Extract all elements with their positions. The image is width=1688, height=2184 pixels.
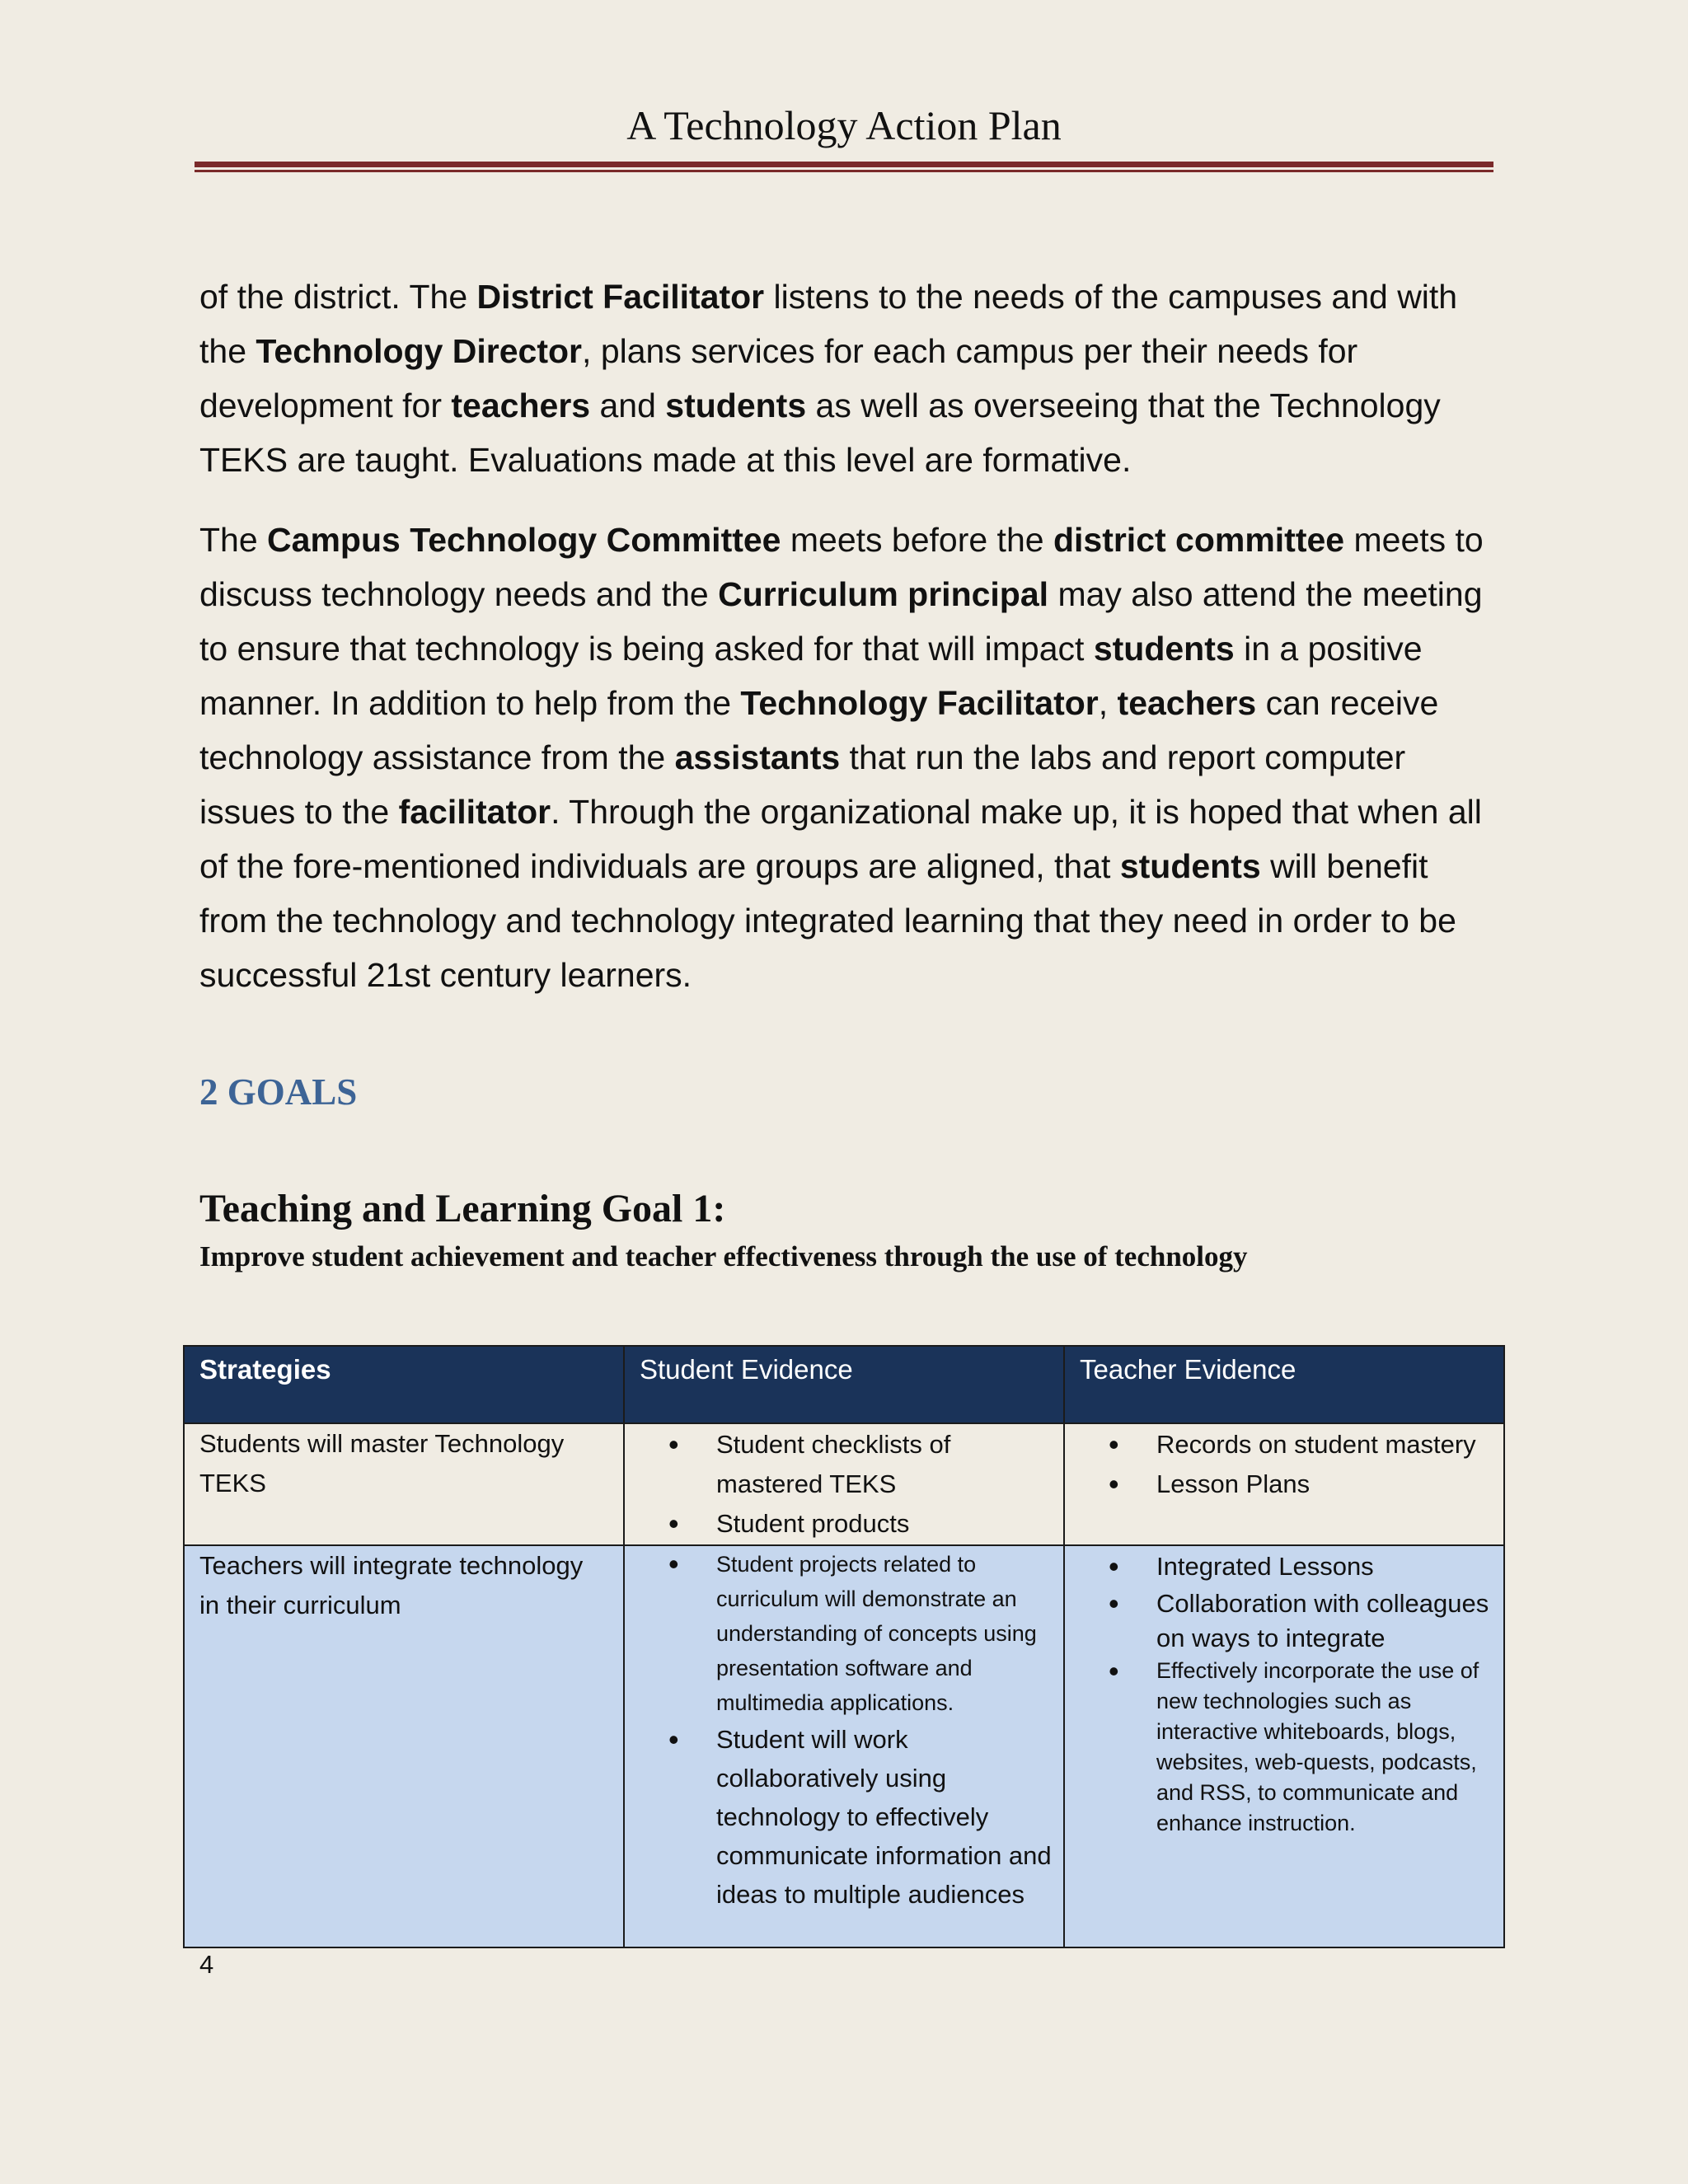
text-run: listens to the needs of the campuses and with the (199, 278, 1458, 370)
teacher-evidence-cell (1064, 1423, 1504, 1545)
text-run: can receive technology assistance from the (199, 684, 1439, 776)
text-run: that run the labs and report computer issues to the (199, 738, 1406, 831)
page-header-title: A Technology Action Plan (626, 102, 1062, 148)
table-header-row (184, 1346, 1504, 1423)
text-run: , (1098, 684, 1118, 722)
bold-term: teachers (451, 387, 591, 424)
text-run: of the district. The (199, 278, 477, 316)
text-run: . Through the organizational make up, it is hoped that when all of the fore-mentioned individuals are groups are aligned, that (199, 793, 1482, 885)
list-item: • Student will work collaboratively using technology to effectively communicate information and ideas to multiple audiences (716, 1720, 1062, 1914)
goal-subtitle: Improve student achievement and teacher effectiveness through the use of technology (199, 1240, 1248, 1272)
list-item: • Student projects related to curriculum will demonstrate an understanding of concepts using presentation software and multimedia applications. (716, 1547, 1062, 1720)
text-run: in a positive manner. In addition to help from the (199, 630, 1423, 722)
column-header-student-evidence: Student Evidence (624, 1346, 1064, 1423)
body-paragraph-1 (199, 269, 1493, 487)
list-item: • Integrated Lessons (1156, 1547, 1503, 1586)
list-item: • Lesson Plans (1156, 1465, 1503, 1504)
column-header-strategies: Strategies (184, 1346, 624, 1423)
goal-title: Teaching and Learning Goal 1: (199, 1187, 726, 1230)
list-item: • Records on student mastery (1156, 1425, 1503, 1465)
text-run: will benefit from the technology and technology integrated learning that they need in order to be successful 21st century learners. (199, 847, 1456, 994)
bold-term: Campus Technology Committee (267, 521, 781, 559)
bold-term: assistants (674, 738, 841, 776)
list-item: • Student checklists of mastered TEKS (716, 1425, 1062, 1504)
section-heading: 2 GOALS (199, 1071, 358, 1113)
strategy-cell: Teachers will integrate technology in their curriculum (184, 1545, 624, 1947)
bold-term: district committee (1053, 521, 1345, 559)
body-paragraph-2 (199, 513, 1493, 1002)
text-run: meets to discuss technology needs and the (199, 521, 1484, 613)
strategy-cell: Students will master Technology TEKS (184, 1423, 624, 1545)
header-rule-thin (195, 170, 1493, 172)
text-run: as well as overseeing that the Technology TEKS are taught. Evaluations made at this level are formative. (199, 387, 1441, 479)
header-rule (195, 162, 1493, 167)
table-row (184, 1545, 1504, 1947)
bold-term: District Facilitator (476, 278, 765, 316)
bold-term: Technology Facilitator (740, 684, 1099, 722)
evidence-list (626, 1425, 1062, 1544)
evidence-list (626, 1547, 1062, 1914)
list-item: • Student products (716, 1504, 1062, 1544)
table-row (184, 1423, 1504, 1545)
teacher-evidence-cell (1064, 1545, 1504, 1947)
text-run: meets before the (781, 521, 1053, 559)
text-run: and (590, 387, 666, 424)
text-run: , plans services for each campus per their needs for development for (199, 332, 1358, 424)
evidence-list (1066, 1425, 1503, 1504)
evidence-list (1066, 1547, 1503, 1839)
text-run: The (199, 521, 268, 559)
column-header-teacher-evidence: Teacher Evidence (1064, 1346, 1504, 1423)
bold-term: Curriculum principal (718, 575, 1049, 613)
goals-table (183, 1345, 1505, 1948)
list-item: • Effectively incorporate the use of new technologies such as interactive whiteboards, blogs, websites, web-quests, podcasts, and RSS, to communicate and enhance instruction. (1156, 1656, 1503, 1839)
student-evidence-cell (624, 1423, 1064, 1545)
bold-term: teachers (1117, 684, 1257, 722)
bold-term: Technology Director (256, 332, 583, 370)
page-number: 4 (199, 1950, 214, 1979)
bold-term: students (1093, 630, 1235, 668)
bold-term: students (665, 387, 807, 424)
list-item: • Collaboration with colleagues on ways to integrate (1156, 1586, 1503, 1656)
student-evidence-cell (624, 1545, 1064, 1947)
bold-term: facilitator (398, 793, 551, 831)
text-run: may also attend the meeting to ensure that technology is being asked for that will impact (199, 575, 1483, 668)
bold-term: students (1119, 847, 1261, 885)
